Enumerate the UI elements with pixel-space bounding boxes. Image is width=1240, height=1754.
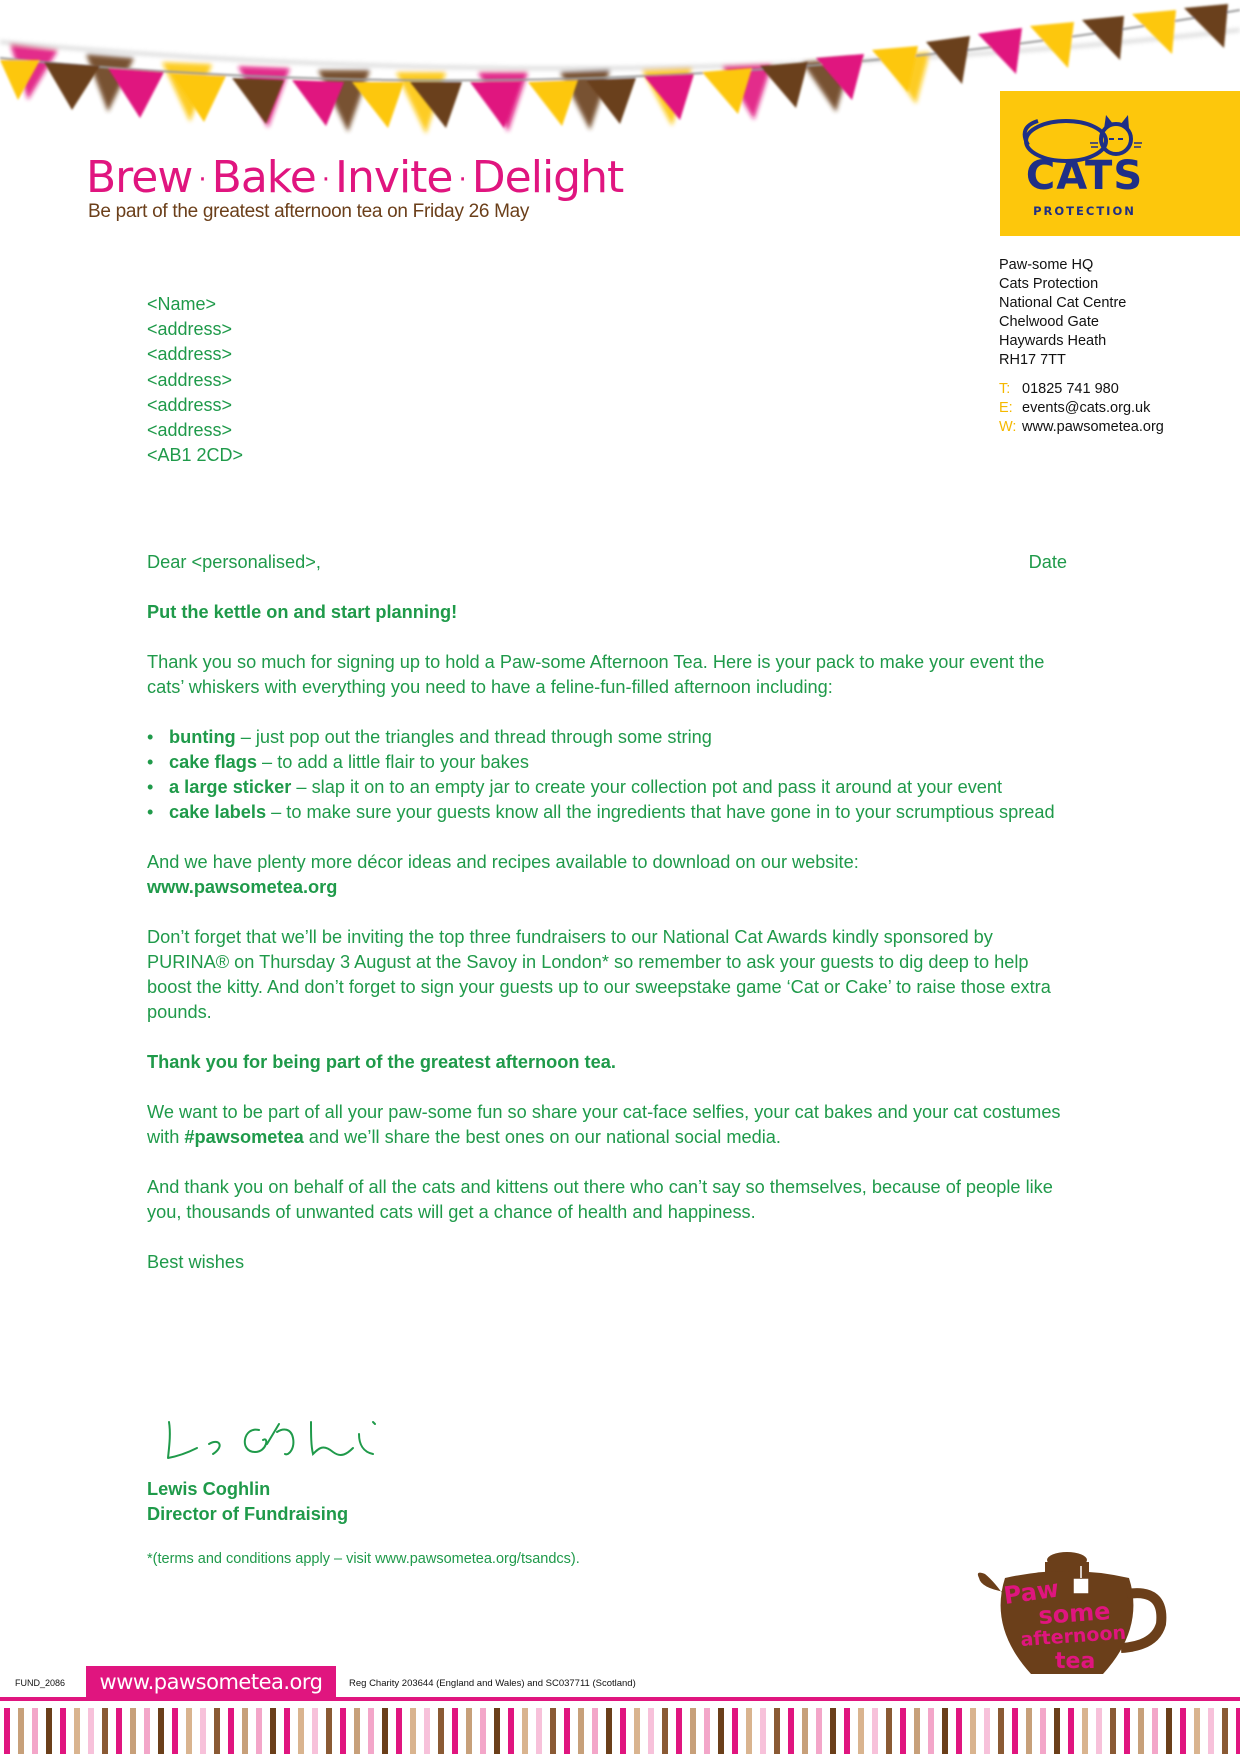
border-stripe bbox=[592, 1708, 598, 1754]
border-stripe bbox=[802, 1708, 808, 1754]
border-stripe bbox=[676, 1708, 682, 1754]
footer-divider bbox=[0, 1697, 1240, 1701]
border-stripe bbox=[452, 1708, 458, 1754]
teapot-word: Paw bbox=[1001, 1574, 1061, 1610]
border-stripe bbox=[284, 1708, 290, 1754]
border-stripe bbox=[102, 1708, 108, 1754]
social-text: We want to be part of all your paw-some fun so share your cat-face selfies, your cat bakes and your cat costumes with bbox=[147, 1102, 1061, 1147]
sender-address-line: National Cat Centre bbox=[999, 295, 1127, 311]
hashtag: #pawsometea bbox=[184, 1127, 304, 1147]
thanks-paragraph: Thank you for being part of the greatest afternoon tea. bbox=[147, 1052, 616, 1072]
handwritten-signature bbox=[163, 1414, 403, 1464]
border-stripe bbox=[662, 1708, 668, 1754]
contact-label: E: bbox=[999, 400, 1013, 416]
border-stripe bbox=[32, 1708, 38, 1754]
letter-body bbox=[147, 550, 1067, 1300]
contact-label: T: bbox=[999, 381, 1011, 397]
border-stripe bbox=[60, 1708, 66, 1754]
terms-note: *(terms and conditions apply – visit www.pawsometea.org/tsandcs). bbox=[147, 1551, 580, 1567]
border-stripe bbox=[340, 1708, 346, 1754]
border-stripe bbox=[158, 1708, 164, 1754]
border-stripe bbox=[844, 1708, 850, 1754]
recipient-address bbox=[147, 292, 243, 468]
website-intro: And we have plenty more décor ideas and recipes available to download on our website: bbox=[147, 852, 859, 872]
border-stripe bbox=[1026, 1708, 1032, 1754]
item-term: a large sticker bbox=[169, 777, 292, 797]
list-item bbox=[147, 725, 1067, 750]
striped-border-decoration bbox=[0, 1708, 1240, 1754]
border-stripe bbox=[942, 1708, 948, 1754]
border-stripe bbox=[200, 1708, 206, 1754]
border-stripe bbox=[1138, 1708, 1144, 1754]
border-stripe bbox=[1082, 1708, 1088, 1754]
list-item bbox=[147, 800, 1067, 825]
cats-protection-logo bbox=[1000, 91, 1240, 236]
border-stripe bbox=[578, 1708, 584, 1754]
awards-paragraph: Don’t forget that we’ll be inviting the top three fundraisers to our National Cat Awards kindly sponsored by PURINA® on Thursday 3 August at the Savoy in London* so remember to ask your guests to dig deep to help boost the kitty. And don’t forget to sign your guests up to our sweepstake game ‘Cat or Cake’ to raise those extra pounds. bbox=[147, 927, 1051, 1022]
border-stripe bbox=[410, 1708, 416, 1754]
border-stripe bbox=[564, 1708, 570, 1754]
border-stripe bbox=[550, 1708, 556, 1754]
contact-phone bbox=[999, 380, 1164, 399]
sender-contacts bbox=[999, 380, 1164, 437]
fund-code: FUND_2086 bbox=[15, 1678, 66, 1688]
border-stripe bbox=[256, 1708, 262, 1754]
border-stripe bbox=[816, 1708, 822, 1754]
recipient-line: <AB1 2CD> bbox=[147, 445, 244, 466]
border-stripe bbox=[928, 1708, 934, 1754]
border-stripe bbox=[242, 1708, 248, 1754]
border-stripe bbox=[1110, 1708, 1116, 1754]
border-stripe bbox=[1222, 1708, 1228, 1754]
border-stripe bbox=[774, 1708, 780, 1754]
border-stripe bbox=[144, 1708, 150, 1754]
border-stripe bbox=[368, 1708, 374, 1754]
border-stripe bbox=[1040, 1708, 1046, 1754]
border-stripe bbox=[214, 1708, 220, 1754]
border-stripe bbox=[382, 1708, 388, 1754]
contact-website[interactable] bbox=[999, 418, 1164, 437]
website-paragraph bbox=[147, 850, 1067, 900]
border-stripe bbox=[788, 1708, 794, 1754]
border-stripe bbox=[1124, 1708, 1130, 1754]
footer-url[interactable]: www.pawsometea.org bbox=[99, 1670, 323, 1694]
item-text: – just pop out the triangles and thread through some string bbox=[235, 727, 712, 747]
border-stripe bbox=[1208, 1708, 1214, 1754]
border-stripe bbox=[18, 1708, 24, 1754]
social-paragraph bbox=[147, 1100, 1067, 1150]
heading-word: Delight bbox=[471, 152, 624, 203]
border-stripe bbox=[858, 1708, 864, 1754]
border-stripe bbox=[606, 1708, 612, 1754]
recipient-line: <Name> bbox=[147, 294, 217, 314]
border-stripe bbox=[984, 1708, 990, 1754]
border-stripe bbox=[1236, 1708, 1240, 1754]
signatory bbox=[147, 1477, 348, 1527]
pack-items-list bbox=[147, 725, 1067, 825]
border-stripe bbox=[648, 1708, 654, 1754]
heading-word: Bake bbox=[211, 152, 316, 203]
closing-paragraph: And thank you on behalf of all the cats and kittens out there who can’t say so themselves, because of people like you, thousands of unwanted cats will get a chance of health and happiness. bbox=[147, 1177, 1053, 1222]
contact-value[interactable]: events@cats.org.uk bbox=[1022, 400, 1151, 416]
sign-off: Best wishes bbox=[147, 1252, 245, 1272]
contact-value[interactable]: www.pawsometea.org bbox=[1022, 419, 1164, 435]
recipient-line: <address> bbox=[147, 394, 233, 415]
letter-headline: Put the kettle on and start planning! bbox=[147, 602, 458, 622]
teapot-word: afternoon bbox=[1019, 1621, 1127, 1651]
border-stripe bbox=[312, 1708, 318, 1754]
item-text: – slap it on to an empty jar to create your collection pot and pass it around at your event bbox=[291, 777, 1003, 797]
heading-separator: · bbox=[458, 165, 466, 195]
border-stripe bbox=[326, 1708, 332, 1754]
teapot-word: tea bbox=[1055, 1649, 1096, 1674]
campaign-heading bbox=[86, 152, 623, 203]
salutation-row bbox=[147, 550, 1067, 575]
border-stripe bbox=[354, 1708, 360, 1754]
sender-address-line: Chelwood Gate bbox=[999, 314, 1099, 330]
border-stripe bbox=[228, 1708, 234, 1754]
border-stripe bbox=[718, 1708, 724, 1754]
border-stripe bbox=[46, 1708, 52, 1754]
sender-address-line: Haywards Heath bbox=[999, 333, 1107, 349]
item-text: – to add a little flair to your bakes bbox=[256, 752, 529, 772]
heading-word: Invite bbox=[335, 152, 453, 203]
border-stripe bbox=[620, 1708, 626, 1754]
contact-email[interactable] bbox=[999, 399, 1164, 418]
border-stripe bbox=[998, 1708, 1004, 1754]
contact-label: W: bbox=[999, 419, 1017, 435]
border-stripe bbox=[186, 1708, 192, 1754]
border-stripe bbox=[116, 1708, 122, 1754]
teapot-word: some bbox=[1037, 1597, 1112, 1630]
footer bbox=[0, 1666, 1240, 1698]
border-stripe bbox=[970, 1708, 976, 1754]
border-stripe bbox=[830, 1708, 836, 1754]
border-stripe bbox=[172, 1708, 178, 1754]
intro-paragraph: Thank you so much for signing up to hold a Paw-some Afternoon Tea. Here is your pack to make your event the cats’ whiskers with everything you need to have a feline-fun-filled afternoon including: bbox=[147, 652, 1045, 697]
campaign-subheading: Be part of the greatest afternoon tea on Friday 26 May bbox=[88, 201, 530, 222]
border-stripe bbox=[634, 1708, 640, 1754]
border-stripe bbox=[1054, 1708, 1060, 1754]
website-link[interactable]: www.pawsometea.org bbox=[147, 877, 338, 897]
heading-word: Brew bbox=[86, 152, 193, 203]
border-stripe bbox=[872, 1708, 878, 1754]
recipient-line: <address> bbox=[147, 420, 233, 441]
sender-address bbox=[999, 256, 1126, 370]
signatory-name: Lewis Coghlin bbox=[147, 1479, 271, 1499]
border-stripe bbox=[270, 1708, 276, 1754]
heading-separator: · bbox=[321, 165, 330, 195]
list-item bbox=[147, 775, 1067, 800]
recipient-line: <address> bbox=[147, 319, 233, 340]
border-stripe bbox=[536, 1708, 542, 1754]
social-text: and we’ll share the best ones on our national social media. bbox=[303, 1127, 781, 1147]
border-stripe bbox=[1012, 1708, 1018, 1754]
border-stripe bbox=[1194, 1708, 1200, 1754]
item-term: cake flags bbox=[169, 752, 257, 772]
salutation: Dear <personalised>, bbox=[147, 552, 321, 572]
border-stripe bbox=[494, 1708, 500, 1754]
border-stripe bbox=[480, 1708, 486, 1754]
sender-address-line: RH17 7TT bbox=[999, 352, 1066, 368]
border-stripe bbox=[900, 1708, 906, 1754]
sender-address-line: Paw-some HQ bbox=[999, 257, 1094, 273]
item-term: cake labels bbox=[169, 802, 267, 822]
border-stripe bbox=[1152, 1708, 1158, 1754]
logo-subtitle: PROTECTION bbox=[1033, 204, 1136, 218]
border-stripe bbox=[690, 1708, 696, 1754]
border-stripe bbox=[466, 1708, 472, 1754]
border-stripe bbox=[1166, 1708, 1172, 1754]
border-stripe bbox=[508, 1708, 514, 1754]
border-stripe bbox=[438, 1708, 444, 1754]
border-stripe bbox=[732, 1708, 738, 1754]
border-stripe bbox=[396, 1708, 402, 1754]
border-stripe bbox=[760, 1708, 766, 1754]
border-stripe bbox=[956, 1708, 962, 1754]
logo-name: CATS bbox=[1025, 153, 1144, 199]
letter-date: Date bbox=[1028, 552, 1067, 572]
border-stripe bbox=[88, 1708, 94, 1754]
border-stripe bbox=[1180, 1708, 1186, 1754]
border-stripe bbox=[746, 1708, 752, 1754]
footer-url-band bbox=[86, 1666, 336, 1698]
border-stripe bbox=[914, 1708, 920, 1754]
contact-value: 01825 741 980 bbox=[1022, 381, 1119, 397]
border-stripe bbox=[522, 1708, 528, 1754]
border-stripe bbox=[130, 1708, 136, 1754]
list-item bbox=[147, 750, 1067, 775]
recipient-line: <address> bbox=[147, 344, 233, 365]
heading-separator: · bbox=[198, 165, 206, 195]
recipient-line: <address> bbox=[147, 369, 233, 390]
border-stripe bbox=[886, 1708, 892, 1754]
border-stripe bbox=[74, 1708, 80, 1754]
item-text: – to make sure your guests know all the ingredients that have gone in to your scrumptious spread bbox=[266, 802, 1055, 822]
border-stripe bbox=[704, 1708, 710, 1754]
charity-registration: Reg Charity 203644 (England and Wales) and SC037711 (Scotland) bbox=[349, 1678, 636, 1689]
border-stripe bbox=[298, 1708, 304, 1754]
signatory-title: Director of Fundraising bbox=[147, 1504, 349, 1524]
border-stripe bbox=[424, 1708, 430, 1754]
border-stripe bbox=[4, 1708, 10, 1754]
border-stripe bbox=[1096, 1708, 1102, 1754]
border-stripe bbox=[1068, 1708, 1074, 1754]
sender-address-line: Cats Protection bbox=[999, 276, 1099, 292]
item-term: bunting bbox=[169, 727, 236, 747]
